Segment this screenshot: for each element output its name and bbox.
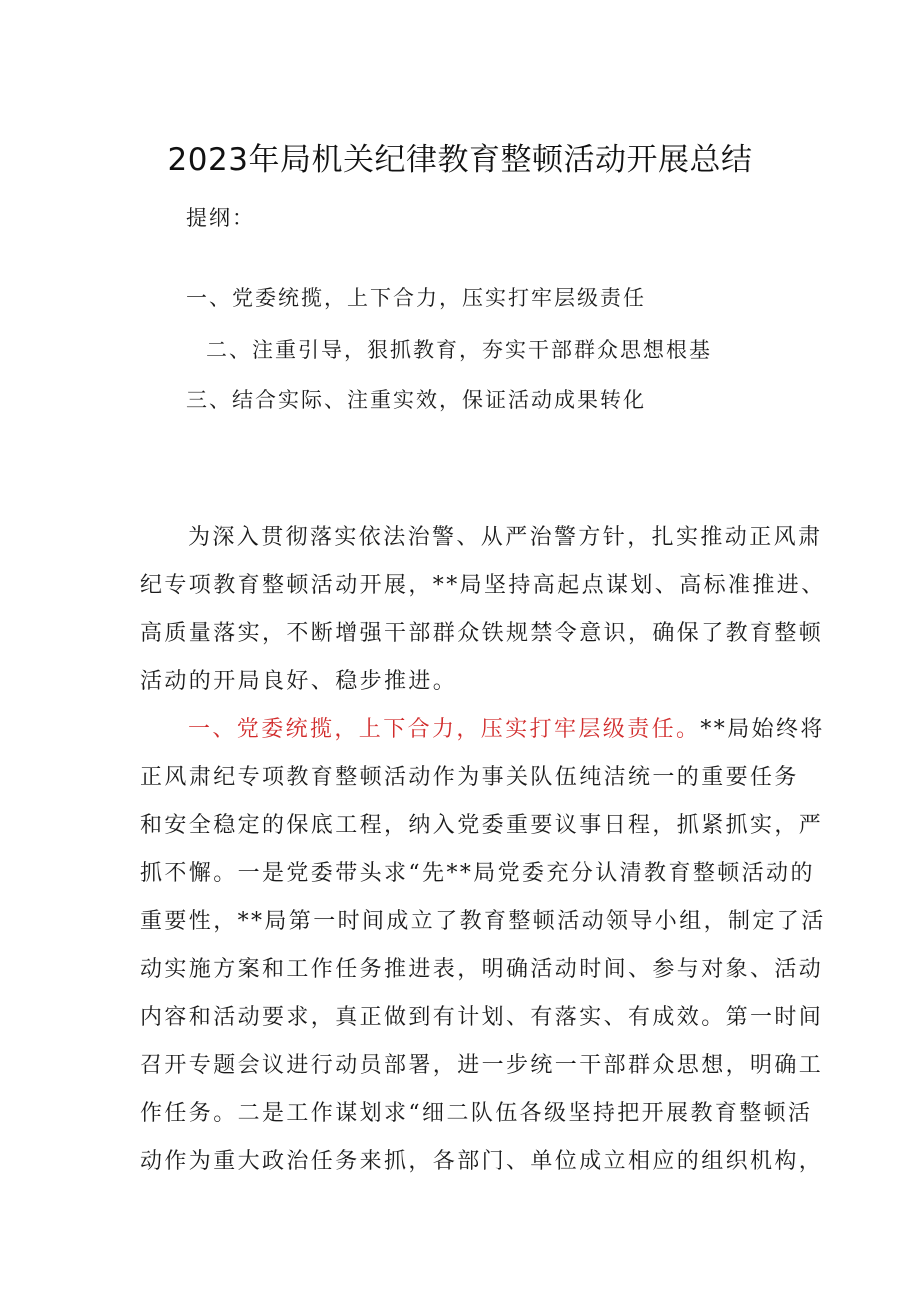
outline-item-2: 二、注重引导，狠抓教育，夯实干部群众思想根基 <box>206 338 712 362</box>
outline-item-1: 一、党委统揽，上下合力，压实打牢层级责任 <box>186 286 646 310</box>
outline-item-3: 三、结合实际、注重实效，保证活动成果转化 <box>186 388 646 412</box>
document-title: 2023年局机关纪律教育整顿活动开展总结 <box>167 142 753 178</box>
intro-line-1 <box>140 514 823 562</box>
section-one-line-1 <box>140 706 825 754</box>
section-one-line-10: 动作为重大政治任务来抓，各部门、单位成立相应的组织机构， <box>140 1149 824 1174</box>
section-one-heading: 一、党委统揽，上下合力，压实打牢层级责任。 <box>188 717 701 742</box>
intro-line-1-text: 为深入贯彻落实依法治警、从严治警方针，扎实推动正风肃 <box>188 525 823 550</box>
section-one-line-6: 动实施方案和工作任务推进表，明确活动时间、参与对象、活动 <box>140 957 824 982</box>
intro-paragraph <box>140 514 826 706</box>
intro-line-4: 活动的开局良好、稳步推进。 <box>140 669 458 694</box>
section-one-line-9: 作任务。二是工作谋划求“细二队伍各级坚持把开展教育整顿活 <box>140 1101 813 1126</box>
section-one-line-4: 抓不懈。一是党委带头求“先**局党委充分认清教育整顿活动的 <box>140 861 815 886</box>
section-one-paragraph <box>140 706 826 1186</box>
section-one-line-3: 和安全稳定的保底工程，纳入党委重要议事日程，抓紧抓实，严 <box>140 813 824 838</box>
outline-label: 提纲： <box>186 206 255 230</box>
section-one-line-7: 内容和活动要求，真正做到有计划、有落实、有成效。第一时间 <box>140 1005 824 1030</box>
intro-line-3: 高质量落实，不断增强干部群众铁规禁令意识，确保了教育整顿 <box>140 621 824 646</box>
section-one-line-8: 召开专题会议进行动员部署，进一步统一干部群众思想，明确工 <box>140 1053 824 1078</box>
section-one-line-5: 重要性，**局第一时间成立了教育整顿活动领导小组，制定了活 <box>140 909 826 934</box>
section-one-line-2: 正风肃纪专项教育整顿活动作为事关队伍纯洁统一的重要任务 <box>140 765 799 790</box>
intro-line-2: 纪专项教育整顿活动开展，**局坚持高起点谋划、高标准推进、 <box>140 573 826 598</box>
section-one-line-1-rest: **局始终将 <box>700 717 825 742</box>
